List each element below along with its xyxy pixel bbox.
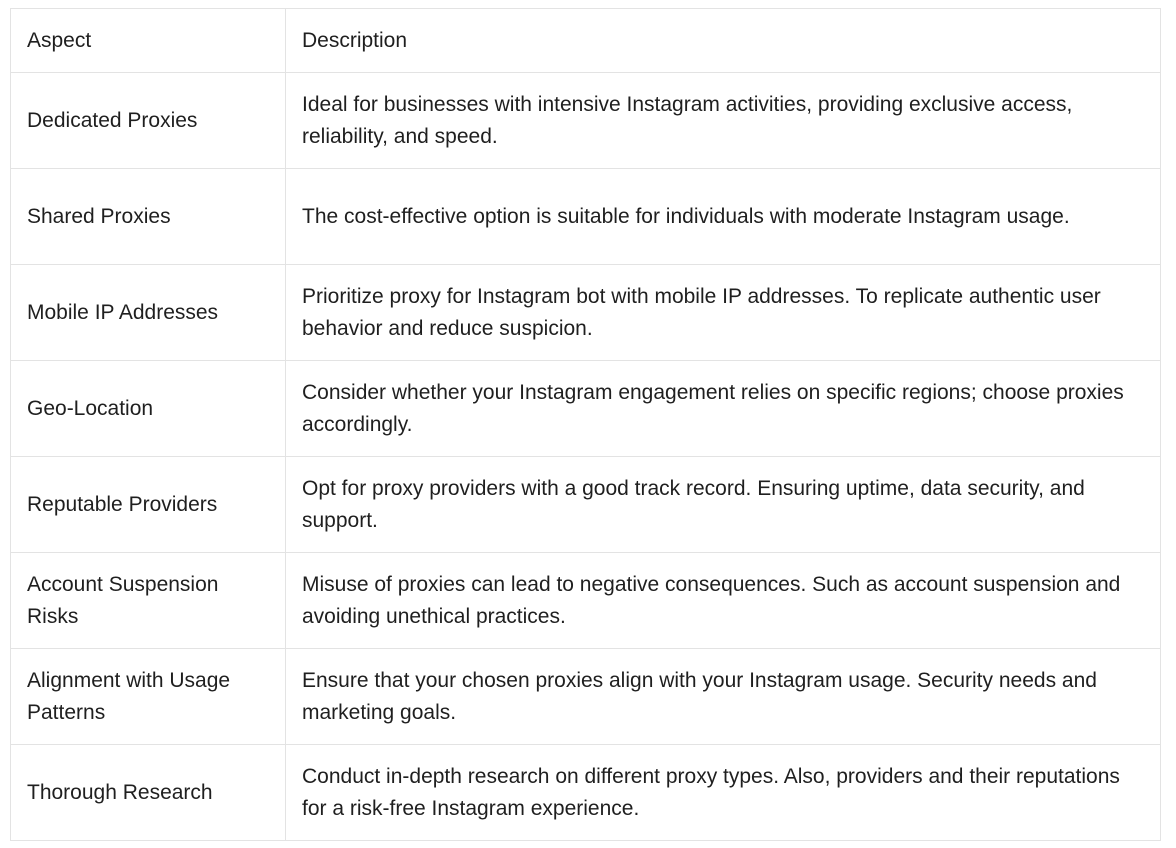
description-cell: Ensure that your chosen proxies align with your Instagram usage. Security needs and marketing goals. (286, 649, 1161, 745)
proxy-aspects-table-container (10, 8, 1161, 841)
proxy-aspects-table (10, 8, 1161, 841)
header-aspect: Aspect (11, 9, 286, 73)
aspect-cell: Shared Proxies (11, 169, 286, 265)
table-row (11, 265, 1161, 361)
description-cell: The cost-effective option is suitable for individuals with moderate Instagram usage. (286, 169, 1161, 265)
aspect-cell: Reputable Providers (11, 457, 286, 553)
header-description: Description (286, 9, 1161, 73)
description-cell: Opt for proxy providers with a good track record. Ensuring uptime, data security, and support. (286, 457, 1161, 553)
table-row (11, 745, 1161, 841)
table-row (11, 169, 1161, 265)
description-cell: Conduct in-depth research on different proxy types. Also, providers and their reputations for a risk-free Instagram experience. (286, 745, 1161, 841)
description-cell: Ideal for businesses with intensive Instagram activities, providing exclusive access, reliability, and speed. (286, 73, 1161, 169)
aspect-cell: Geo-Location (11, 361, 286, 457)
table-row (11, 73, 1161, 169)
aspect-cell: Account Suspension Risks (11, 553, 286, 649)
aspect-cell: Thorough Research (11, 745, 286, 841)
description-cell: Prioritize proxy for Instagram bot with mobile IP addresses. To replicate authentic user behavior and reduce suspicion. (286, 265, 1161, 361)
table-header-row (11, 9, 1161, 73)
aspect-cell: Dedicated Proxies (11, 73, 286, 169)
table-row (11, 553, 1161, 649)
table-row (11, 361, 1161, 457)
table-row (11, 457, 1161, 553)
description-cell: Misuse of proxies can lead to negative consequences. Such as account suspension and avoiding unethical practices. (286, 553, 1161, 649)
table-row (11, 649, 1161, 745)
aspect-cell: Mobile IP Addresses (11, 265, 286, 361)
description-cell: Consider whether your Instagram engagement relies on specific regions; choose proxies accordingly. (286, 361, 1161, 457)
aspect-cell: Alignment with Usage Patterns (11, 649, 286, 745)
